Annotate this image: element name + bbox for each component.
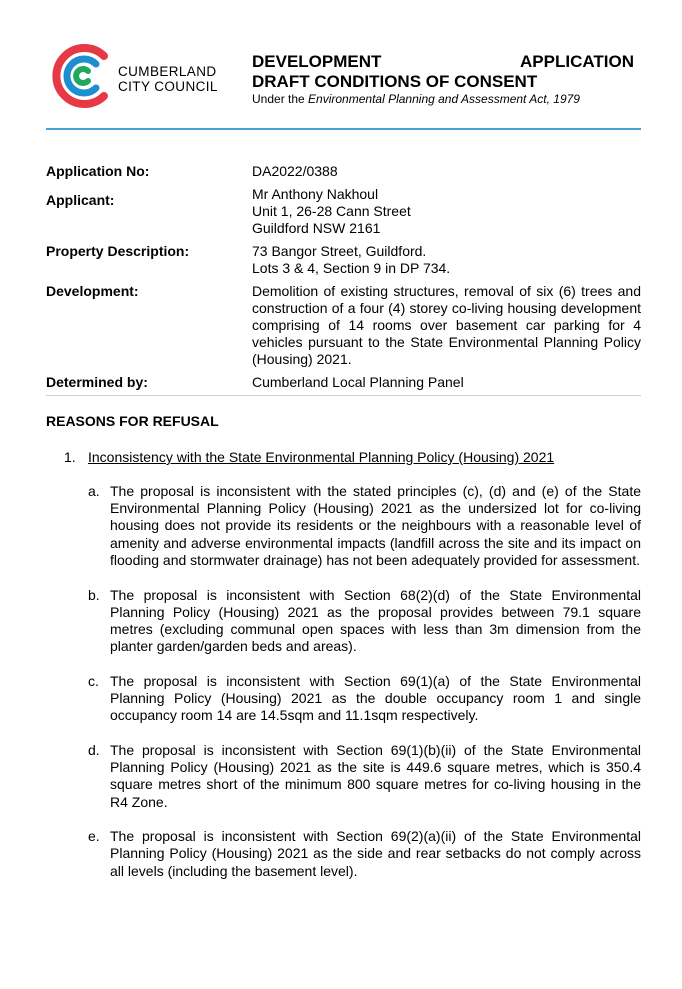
- reasons-heading: REASONS FOR REFUSAL: [46, 413, 219, 429]
- council-name-line2: CITY COUNCIL: [118, 79, 218, 94]
- sub-text: The proposal is inconsistent with Section 69(2)(a)(ii) of the State Environmental Planning Policy (Housing) 2021 as the side and rear setbacks do not comply across all levels (including the basement level).: [110, 828, 641, 879]
- label-applicant: Applicant:: [46, 192, 115, 208]
- label-property: Property Description:: [46, 243, 190, 259]
- reason-title: Inconsistency with the State Environmental Planning Policy (Housing) 2021: [88, 449, 555, 465]
- sub-text: The proposal is inconsistent with Section 69(1)(b)(ii) of the State Environmental Planning Policy (Housing) 2021 as the site is 449.6 square metres, which is 350.4 square metres short of the minimum 800 square metres for co-living housing in the R4 Zone.: [110, 741, 641, 810]
- value-application-no: DA2022/0388: [252, 163, 338, 179]
- value-determined-by: Cumberland Local Planning Panel: [252, 374, 464, 390]
- row-applicant: [46, 186, 641, 243]
- cumberland-council-logo-icon: [46, 40, 118, 112]
- header-divider: [46, 128, 641, 130]
- sub-item-a: [88, 483, 641, 569]
- row-development: [46, 283, 641, 374]
- subtitle-act: Environmental Planning and Assessment Act, 1979: [308, 92, 580, 106]
- sub-letter: d.: [88, 741, 100, 758]
- value-development: Demolition of existing structures, removal of six (6) trees and construction of a four (4) storey co-living housing development comprising of 14 rooms over basement car parking for 4 vehicles pursuant to the State Environmental Planning Policy (Housing) 2021.: [252, 283, 641, 367]
- sub-item-c: [88, 673, 641, 725]
- reason-sub-items: [88, 483, 641, 897]
- label-development: Development:: [46, 283, 139, 299]
- sub-letter: c.: [88, 672, 99, 689]
- sub-letter: a.: [88, 483, 100, 499]
- sub-text: The proposal is inconsistent with the stated principles (c), (d) and (e) of the State Environmental Planning Policy (Housing) 2021 as the undersized lot for co-living housing does not provide its residents or the neighbours with a reasonable level of amenity and adverse environmental impacts (landfill across the site and its impact on flooding and stormwater drainage) has not been adequately provided for assessment.: [110, 483, 641, 568]
- value-applicant: [252, 186, 641, 237]
- legislation-subtitle: [252, 92, 580, 106]
- subtitle-prefix: Under the: [252, 92, 309, 106]
- applicant-address-1: Unit 1, 26-28 Cann Street: [252, 203, 411, 219]
- sub-letter: e.: [88, 828, 100, 845]
- sub-letter: b.: [88, 586, 100, 603]
- applicant-name: Mr Anthony Nakhoul: [252, 186, 379, 202]
- council-name: [118, 64, 218, 94]
- reason-item-1: [64, 449, 554, 465]
- property-lots: Lots 3 & 4, Section 9 in DP 734.: [252, 260, 451, 276]
- sub-item-b: [88, 587, 641, 656]
- application-details: [46, 163, 641, 396]
- title-application: APPLICATION: [520, 52, 634, 71]
- row-application-no: [46, 163, 641, 186]
- applicant-address-2: Guildford NSW 2161: [252, 220, 381, 236]
- label-application-no: Application No:: [46, 163, 150, 179]
- sub-item-d: [88, 742, 641, 811]
- row-property: [46, 243, 641, 283]
- sub-text: The proposal is inconsistent with Section 69(1)(a) of the State Environmental Planning Policy (Housing) 2021 as the double occupancy room 1 and single occupancy room 14 are 14.5sqm and 11.1sqm respectively.: [110, 672, 641, 724]
- sub-item-e: [88, 828, 641, 880]
- council-name-line1: CUMBERLAND: [118, 64, 217, 79]
- document-title: [252, 52, 634, 92]
- property-address: 73 Bangor Street, Guildford.: [252, 243, 427, 259]
- sub-text: The proposal is inconsistent with Section 68(2)(d) of the State Environmental Planning Policy (Housing) 2021 as the proposal provides between 79.1 square metres (excluding communal open spaces with less than 3m dimension from the planter garden/garden beds and areas).: [110, 586, 641, 655]
- row-determined-by: [46, 374, 641, 396]
- reason-number: 1.: [64, 449, 76, 465]
- label-determined-by: Determined by:: [46, 374, 148, 390]
- title-draft-conditions: DRAFT CONDITIONS OF CONSENT: [252, 72, 538, 91]
- value-property: [252, 243, 641, 277]
- title-development: DEVELOPMENT: [252, 52, 382, 71]
